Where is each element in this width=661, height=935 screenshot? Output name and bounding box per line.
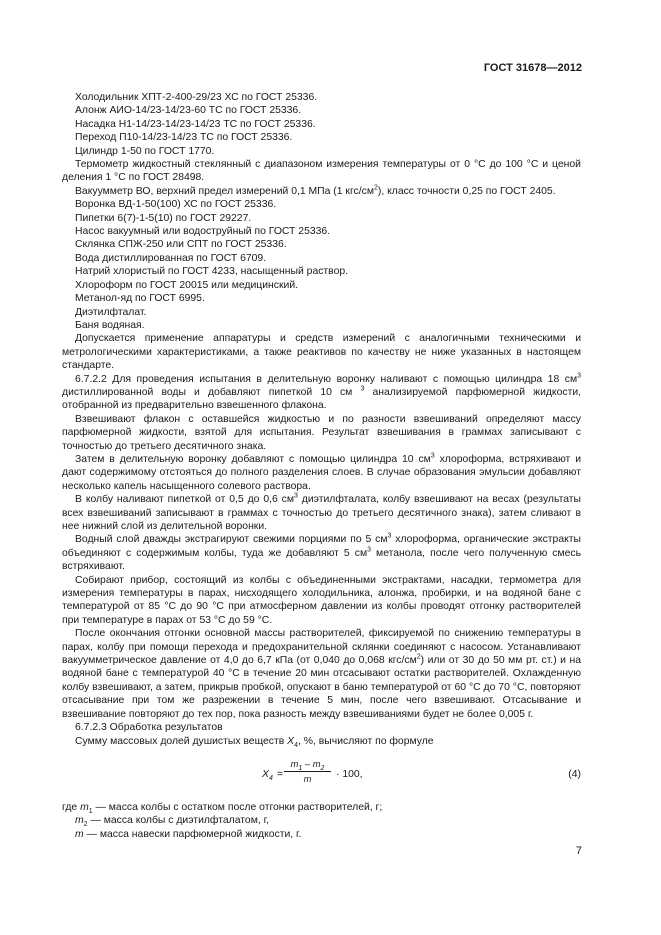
formula-lhs: $X_4$ bbox=[262, 768, 273, 782]
formula-multiplier: · 100, bbox=[336, 768, 363, 780]
formula-intro: Сумму массовых долей душистых веществ $X_4$, %, вычисляют по формуле bbox=[75, 735, 434, 749]
equipment-item: Цилиндр 1-50 по ГОСТ 1770. bbox=[75, 145, 215, 157]
flask-paragraph: В колбу наливают пипеткой от 0,5 до 0,6 $см^3$ диэтилфталата, колбу взвешивают на весах (результаты всех взвешиваний записывают в граммах с точностью до третьего десятичного знака), затем сливают в нее нижний слой из делительной воронки. bbox=[62, 492, 581, 532]
formula-4 bbox=[62, 752, 581, 798]
equipment-item: Натрий хлористый по ГОСТ 4233, насыщенный раствор. bbox=[75, 266, 349, 278]
page-number: 7 bbox=[575, 845, 582, 857]
allowance-paragraph: Допускается применение аппаратуры и средств измерений с аналогичными техническими и метрологическими характеристиками, а также реактивов по качеству не ниже указанных в настоящем стандарте. bbox=[62, 333, 581, 372]
document-body bbox=[62, 91, 581, 841]
equipment-item: Пипетки 6(7)-1-5(10) по ГОСТ 29227. bbox=[75, 212, 252, 224]
equipment-item: Переход П10-14/23-14/23 ТС по ГОСТ 25336. bbox=[75, 132, 293, 144]
equipment-item: Хлороформ по ГОСТ 20015 или медицинский. bbox=[75, 279, 299, 291]
weighing-paragraph: Взвешивают флакон с оставшейся жидкостью и по разности взвешиваний определяют массу парфюмерной жидкости, взятой для испытания. Результат взвешивания в граммах записывают с точностью до третьего десятичного знака. bbox=[62, 413, 581, 452]
equipment-item: Вода дистиллированная по ГОСТ 6709. bbox=[75, 252, 267, 264]
where-m: m — масса навески парфюмерной жидкости, г. bbox=[75, 828, 302, 840]
formula-denominator: m bbox=[303, 772, 312, 784]
equipment-item: Баня водяная. bbox=[75, 319, 145, 331]
equipment-item: Склянка СПЖ-250 или СПТ по ГОСТ 25336. bbox=[75, 239, 287, 251]
formula-number: (4) bbox=[568, 768, 581, 780]
equipment-item: Алонж АИО-14/23-14/23-60 ТС по ГОСТ 25336. bbox=[75, 105, 302, 117]
equipment-item: Диэтилфталат. bbox=[75, 306, 147, 318]
where-m1: где $m_1$ — масса колбы с остатком после отгонки растворителей, г; bbox=[62, 801, 383, 815]
equipment-item: Воронка ВД-1-50(100) ХС по ГОСТ 25336. bbox=[75, 199, 277, 211]
extraction-paragraph: Водный слой дважды экстрагируют свежими порциями по 5 $см^3$ хлороформа, органические экстракты объединяют с содержимым колбы, туда же добавляют 5 $см^3$ метанола, после чего полученную смесь встряхивают. bbox=[62, 532, 581, 573]
standard-code: ГОСТ 31678—2012 bbox=[483, 62, 582, 74]
vacuum-paragraph: После окончания отгонки основной массы растворителей, фиксируемой по снижению температуры в парах, колбу при помощи перехода и предохранительной склянки соединяют с насосом. Устанавливают вакуумметрическое давление от 4,0 до 6,7 кПа (от 0,040 до 0,068 кгс/$см^2$) или от 30 до 50 мм рт. ст.) и на водяной бане с температурой 40 °С в течение 20 мин отсасывают остатки растворителей. Охлажденную колбу взвешивают, а затем, прикрыв пробкой, опускают в баню температурой от 60 °С до 70 °С, повторяют отсасывание при том же разрежении в течение 5 мин, после чего взвешивают. Отсасывание и взвешивание повторяют до тех пор, пока разность между взвешиваниями будет не более 0,005 г. bbox=[62, 628, 582, 720]
chloroform-paragraph: Затем в делительную воронку добавляют с помощью цилиндра 10 $см^3$ хлороформа, встряхивают и дают содержимому отстояться до полного разделения слоев. В случае образования эмульсии добавляют несколько капель насыщенного солевого раствора. bbox=[62, 452, 581, 492]
clause-6723-heading: 6.7.2.3 Обработка результатов bbox=[75, 722, 223, 734]
thermometer-paragraph: Термометр жидкостный стеклянный с диапазоном измерения температуры от 0 °С до 100 °С и ценой деления 1 °С по ГОСТ 28498. bbox=[62, 159, 581, 184]
assembly-paragraph: Собирают прибор, состоящий из колбы с объединенными экстрактами, насадки, термометра для измерения температуры в парах, нисходящего холодильника, алонжа, пробирки, и на водяной бане с температурой от 85 °С до 90 °С при атмосферном давлении из колбы проводят отгонку растворителей при температуре в парах от 53 °С до 59 °С. bbox=[62, 574, 581, 626]
formula-fraction bbox=[284, 758, 331, 785]
formula-equals: = bbox=[277, 768, 284, 780]
equipment-item: Насос вакуумный или водоструйный по ГОСТ 25336. bbox=[75, 226, 331, 238]
clause-6722-paragraph: 6.7.2.2 Для проведения испытания в делительную воронку наливают с помощью цилиндра 18 $см^3$ дистиллированной воды и добавляют пипеткой 10 см $^3$ анализируемой парфюмерной жидкости, отобранной из предварительно взвешенного флакона. bbox=[62, 372, 582, 412]
where-m2: $m_2$ — масса колбы с диэтилфталатом, г, bbox=[75, 815, 270, 829]
formula-numerator: $m_1 - m_2$ bbox=[284, 758, 331, 772]
equipment-item: Холодильник ХПТ-2-400-29/23 ХС по ГОСТ 25336. bbox=[75, 92, 318, 103]
equipment-item: Метанол-яд по ГОСТ 6995. bbox=[75, 293, 205, 305]
vacuummeter-item: Вакуумметр ВО, верхний предел измерений 0,1 МПа (1 кгс/$см^2$), класс точности 0,25 по ГОСТ 2405. bbox=[75, 184, 556, 197]
equipment-item: Насадка Н1-14/23-14/23-14/23 ТС по ГОСТ 25336. bbox=[75, 118, 316, 130]
